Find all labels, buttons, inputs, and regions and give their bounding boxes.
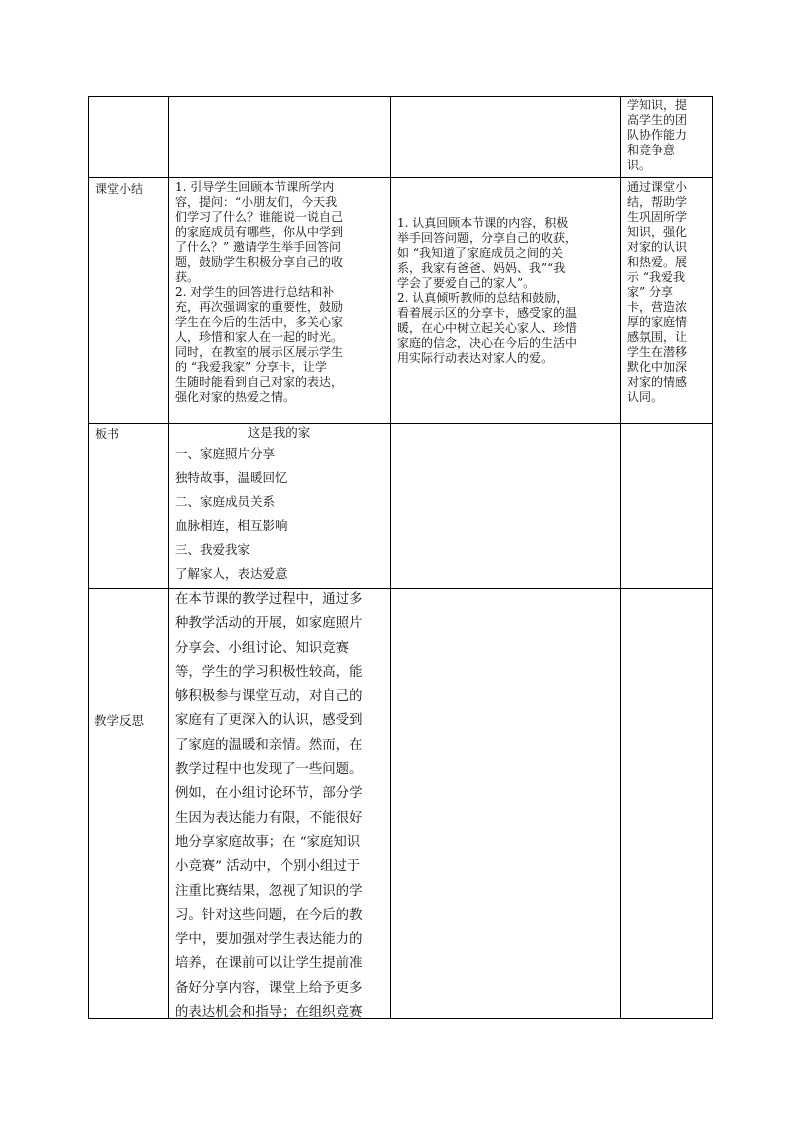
board-line: 二、家庭成员关系 xyxy=(175,494,276,509)
summary-intent-cell xyxy=(627,180,711,405)
top-row-intent-cell xyxy=(627,98,711,173)
reflection-line: 等，学生的学习积极性较高，能 xyxy=(175,664,363,680)
row-divider-2 xyxy=(88,423,713,424)
text-line: 们学习了什么？谁能说一说自己 xyxy=(175,210,344,224)
text-line: 和热爱。展 xyxy=(627,255,688,269)
text-line: 容，提问：“小朋友们，今天我 xyxy=(175,195,338,209)
text-line: 学会了要爱自己的家人”。 xyxy=(397,276,536,290)
reflection-line: 小竞赛” 活动中，个别小组过于 xyxy=(175,859,361,875)
text-line: 1. 引导学生回顾本节课所学内 xyxy=(175,180,335,194)
text-line: 通过课堂小 xyxy=(627,180,688,194)
text-line: 学生在潜移 xyxy=(627,345,688,359)
text-line: 1. 认真回顾本节课的内容，积极 xyxy=(397,216,569,230)
text-line: 队协作能力 xyxy=(627,128,688,142)
reflection-line: 学中，要加强对学生表达能力的 xyxy=(175,932,363,948)
reflection-line: 分享会、小组讨论、知识竞赛 xyxy=(175,640,350,656)
summary-student-activity-cell xyxy=(397,216,619,366)
reflection-line: 习。针对这些问题，在今后的教 xyxy=(175,907,363,923)
text-line: 题，鼓励学生积极分享自己的收 xyxy=(175,255,344,269)
reflection-content xyxy=(175,588,387,1025)
reflection-line: 在本节课的教学过程中，通过多 xyxy=(175,592,363,607)
text-line: 结，帮助学 xyxy=(627,195,688,209)
text-line: 认同。 xyxy=(627,390,664,404)
text-line: 感氛围，让 xyxy=(627,330,688,344)
text-line: 和竞争意 xyxy=(627,143,676,157)
text-line: 示 “我爱我 xyxy=(627,270,685,284)
summary-teacher-activity-cell xyxy=(175,180,389,405)
reflection-line: 注重比赛结果，忽视了知识的学 xyxy=(175,883,363,899)
reflection-line: 地分享家庭故事；在 “家庭知识 xyxy=(175,834,361,850)
text-line: 的家庭成员有哪些，你从中学到 xyxy=(175,225,344,239)
reflection-line: 家庭有了更深入的认识，感受到 xyxy=(175,713,363,729)
text-line: 同时，在教室的展示区展示学生 xyxy=(175,345,344,359)
text-line: 默化中加深 xyxy=(627,360,688,374)
table-border-top xyxy=(88,96,713,97)
text-line: 对家的情感 xyxy=(627,375,688,389)
text-line: 2. 认真倾听教师的总结和鼓励， xyxy=(397,291,569,305)
reflection-row-label: 教学反思 xyxy=(94,713,145,728)
board-line: 三、我爱我家 xyxy=(175,542,251,557)
reflection-line: 培养，在课前可以让学生提前准 xyxy=(175,956,363,972)
text-line: 卡，营造浓 xyxy=(627,300,688,314)
text-line: 强化对家的热爱之情。 xyxy=(175,390,296,404)
text-line: 举手回答问题，分享自己的收获， xyxy=(397,231,578,245)
reflection-line: 的表达机会和指导；在组织竞赛 xyxy=(175,1005,363,1021)
text-line: 家” 分享 xyxy=(627,285,673,299)
board-line: 血脉相连，相互影响 xyxy=(175,518,288,533)
reflection-line: 备好分享内容，课堂上给予更多 xyxy=(175,980,363,996)
summary-row-label: 课堂小结 xyxy=(95,182,144,196)
text-line: 生巩固所学 xyxy=(627,210,688,224)
text-line: 获。 xyxy=(175,270,200,284)
reflection-line: 例如，在小组讨论环节，部分学 xyxy=(175,786,363,802)
reflection-line: 够积极参与课堂互动，对自己的 xyxy=(175,689,363,705)
table-border-right xyxy=(712,96,713,1018)
column-divider-1 xyxy=(168,96,169,1018)
column-divider-2 xyxy=(390,96,391,1018)
column-divider-3 xyxy=(620,96,621,1018)
text-line: 看着展示区的分享卡，感受家的温 xyxy=(397,306,578,320)
text-line: 厚的家庭情 xyxy=(627,315,688,329)
reflection-line: 教学过程中也发现了一些问题。 xyxy=(175,762,363,778)
text-line: 用实际行动表达对家人的爱。 xyxy=(397,351,554,365)
text-line: 识。 xyxy=(627,158,652,172)
row-divider-1 xyxy=(88,177,713,178)
text-line: 人，珍惜和家人在一起的时光。 xyxy=(175,330,344,344)
text-line: 学知识，提 xyxy=(627,98,688,112)
text-line: 生随时能看到自己对家的表达， xyxy=(175,375,344,389)
board-line: 一、家庭照片分享 xyxy=(175,446,276,461)
text-line: 系，我家有爸爸、妈妈、我”“我 xyxy=(397,261,566,275)
reflection-line: 生因为表达能力有限，不能很好 xyxy=(175,810,363,826)
text-line: 对家的认识 xyxy=(627,240,688,254)
text-line: 了什么？” 邀请学生举手回答问 xyxy=(175,240,341,254)
reflection-line: 了家庭的温暖和亲情。然而，在 xyxy=(175,737,363,753)
reflection-line: 种教学活动的开展，如家庭照片 xyxy=(175,616,363,632)
text-line: 家庭的信念，决心在今后的生活中 xyxy=(397,336,578,350)
text-line: 暖，在心中树立起关心家人、珍惜 xyxy=(397,321,578,335)
table-border-left xyxy=(88,96,89,1018)
text-line: 知识，强化 xyxy=(627,225,688,239)
text-line: 高学生的团 xyxy=(627,113,688,127)
board-line: 独特故事，温暖回忆 xyxy=(175,470,288,485)
text-line: 学生在今后的生活中，多关心家 xyxy=(175,315,344,329)
board-row-label: 板书 xyxy=(95,427,120,441)
board-title: 这是我的家 xyxy=(247,425,311,440)
text-line: 如 “我知道了家庭成员之间的关 xyxy=(397,246,563,260)
text-line: 充，再次强调家的重要性，鼓励 xyxy=(175,300,344,314)
board-line: 了解家人，表达爱意 xyxy=(175,566,288,581)
text-line: 2. 对学生的回答进行总结和补 xyxy=(175,285,335,299)
board-content xyxy=(175,442,385,586)
text-line: 的 “我爱我家” 分享卡，让学 xyxy=(175,360,327,374)
